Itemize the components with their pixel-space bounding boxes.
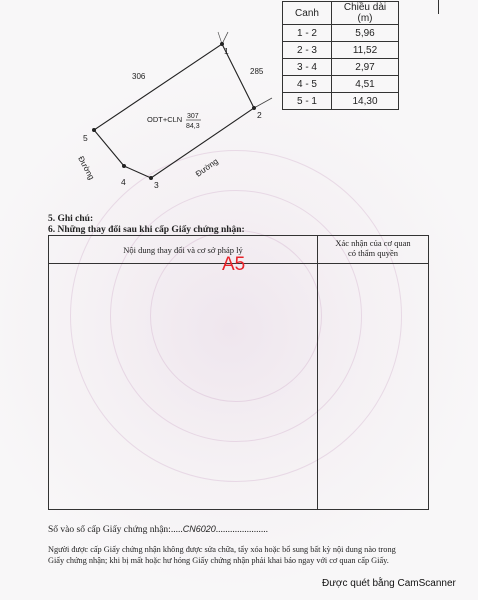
vertex-point [252,106,256,110]
length-cell: 11,52 [332,42,399,59]
edge-cell: 5 - 1 [283,93,332,110]
parcel-number: 307 [187,113,199,120]
land-plot-diagram [0,0,478,210]
header-edge: Canh [283,2,332,25]
edge-cell: 4 - 5 [283,76,332,93]
parcel-area: 84,3 [186,123,200,130]
road-label: Đường [76,154,97,182]
changes-heading: 6. Những thay đổi sau khi cấp Giấy chứng nhận: [48,225,245,235]
warning-line: Giấy chứng nhận; khi bị mất hoặc hư hỏng Giấy chứng nhận phải khai báo ngay với cơ quan cấp Giấy. [48,555,389,565]
header-line: có thẩm quyền [347,248,399,258]
boundary-extension [254,98,272,108]
length-cell: 4,51 [332,76,399,93]
length-cell: 14,30 [332,93,399,110]
cert-dots: ...................... [215,525,268,535]
boundary-extension [222,32,228,44]
vertex-label: 4 [121,177,126,187]
cert-number: CN6020 [182,524,216,534]
land-use-label: ODT+CLN [147,115,183,124]
vertex-label: 2 [257,110,262,120]
header-line: Xác nhận của cơ quan [335,238,411,248]
neighbor-parcel-label: 285 [250,67,264,76]
column-divider [317,236,318,509]
cert-dots: ..... [170,525,183,535]
vertex-label: 5 [83,133,88,143]
warning-line: Người được cấp Giấy chứng nhận không được sửa chữa, tẩy xóa hoặc bổ sung bất kỳ nội dung nào trong [48,545,396,554]
changes-table [48,235,429,510]
cert-label: Số vào sổ cấp Giấy chứng nhận: [48,525,171,535]
stamp-a5: A5 [222,254,246,275]
parcel-boundary [94,44,254,178]
vertex-label: 1 [224,46,229,56]
authority-confirmation-header [318,238,428,263]
edge-cell: 1 - 2 [283,25,332,42]
edge-cell: 2 - 3 [283,42,332,59]
length-cell: 2,97 [332,59,399,76]
road-label: Đường [193,156,220,179]
length-cell: 5,96 [332,25,399,42]
note-heading: 5. Ghi chú: [48,214,94,224]
edge-cell: 3 - 4 [283,59,332,76]
warning-notice [48,545,396,566]
vertex-point [92,128,96,132]
changes-content-header: Nội dung thay đổi và cơ sở pháp lý [123,244,243,255]
neighbor-parcel-label: 306 [132,72,146,81]
scanner-watermark: Được quét bằng CamScanner [322,578,456,589]
vertex-label: 3 [154,180,159,190]
certificate-number-line [48,524,268,535]
vertex-point [122,164,126,168]
header-length: Chiều dài (m) [332,2,399,25]
vertex-point [149,176,153,180]
notes-section [48,214,245,236]
